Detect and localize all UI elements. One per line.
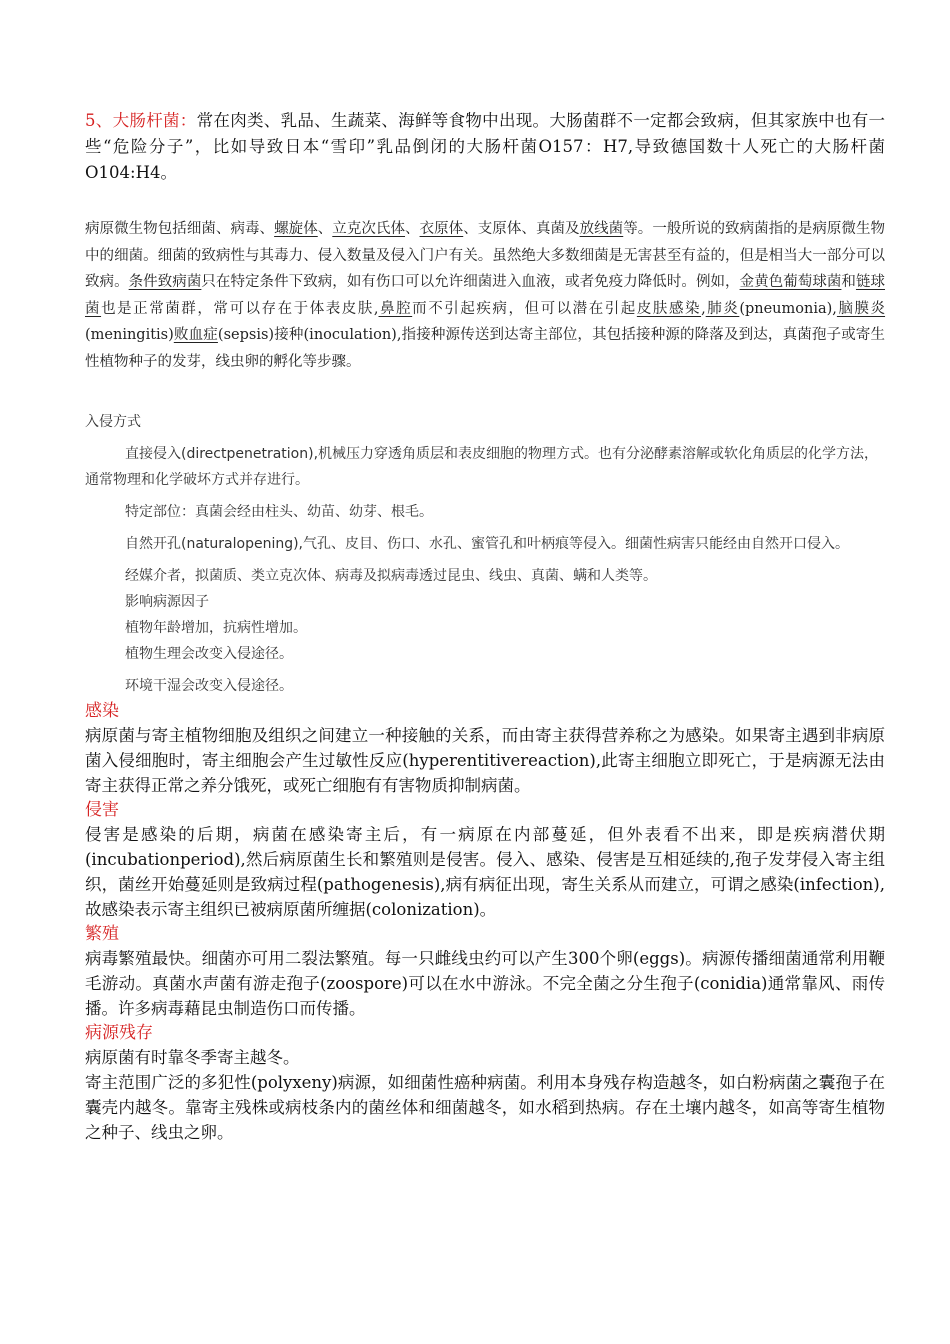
text-run: 病原微生物包括细菌、病毒、 bbox=[85, 221, 275, 237]
text-run: (pneumonia), bbox=[739, 300, 837, 317]
link-chlamydia[interactable]: 衣原体 bbox=[419, 221, 464, 237]
reproduction-title: 繁殖 bbox=[85, 924, 119, 944]
text-run: , bbox=[701, 300, 706, 317]
invasion-harm-text: 侵害是感染的后期，病菌在感染寄主后，有一病原在内部蔓延，但外表看不出来，即是疾病潜伏期(incubationperiod),然后病原菌生长和繁殖则是侵害。侵入、感染、侵害是互相延续的,孢子发芽侵入寄主组织，菌丝开始蔓延则是致病过程(pathogenesis),病有病征出现，寄生关系从而建立，可谓之感染(infection),故感染表示寄主组织已被病原菌所缠据(colonization)。 bbox=[85, 825, 885, 919]
text-run: 、 bbox=[317, 221, 333, 237]
text-run: 而不引起疾病，但可以潜在引起 bbox=[412, 300, 637, 317]
text-run: (sepsis)接种(inoculation),指接种源传送到达寄主部位，其包括接种源的降落及到达，真菌孢子或寄生性植物种子的发芽，线虫卵的孵化等步骤。 bbox=[85, 327, 886, 370]
link-staphylococcus[interactable]: 金黄色葡萄球菌 bbox=[739, 274, 842, 290]
section-5-text: 常在肉类、乳品、生蔬菜、海鲜等食物中出现。大肠菌群不一定都会致病，但其家族中也有一些“危险分子”，比如导致日本“雪印”乳品倒闭的大肠杆菌O157：H7,导致德国数十人死亡的大肠杆菌O104:H4。 bbox=[85, 111, 886, 182]
link-rickettsia[interactable]: 立克次氏体 bbox=[332, 221, 406, 237]
link-skin-infection[interactable]: 皮肤感染 bbox=[636, 300, 702, 317]
text-run: 和 bbox=[841, 274, 856, 290]
invasion-environment: 环境干湿会改变入侵途径。 bbox=[125, 678, 293, 694]
invasion-harm-title: 侵害 bbox=[85, 800, 119, 820]
link-meningitis[interactable]: 脑膜炎 bbox=[836, 300, 886, 317]
invasion-title: 入侵方式 bbox=[85, 414, 141, 430]
invasion-plant-age: 植物年龄增加，抗病性增加。 bbox=[125, 620, 307, 636]
link-sepsis[interactable]: 败血症 bbox=[173, 327, 218, 343]
survival-text-1: 病原菌有时靠冬季寄主越冬。 bbox=[85, 1048, 300, 1067]
document-page bbox=[85, 108, 885, 1145]
link-opportunistic-pathogen[interactable]: 条件致病菌 bbox=[128, 274, 202, 290]
infection-text: 病原菌与寄主植物细胞及组织之间建立一种接触的关系，而由寄主获得营养称之为感染。如果寄主遇到非病原菌入侵细胞时，寄主细胞会产生过敏性反应(hyperentitivereaction),此寄主细胞立即死亡，于是病源无法由寄主获得正常之养分饿死，或死亡细胞有有害物质抑制病菌。 bbox=[85, 726, 885, 795]
text-run: 、 bbox=[405, 221, 420, 237]
link-pneumonia[interactable]: 肺炎 bbox=[705, 300, 740, 317]
link-actinomycete[interactable]: 放线菌 bbox=[579, 221, 624, 237]
reproduction-text: 病毒繁殖最快。细菌亦可用二裂法繁殖。每一只雌线虫约可以产生300个卵(eggs)。病源传播细菌通常利用鞭毛游动。真菌水声菌有游走孢子(zoospore)可以在水中游泳。不完全菌之分生孢子(conidia)通常靠风、雨传播。许多病毒藉昆虫制造伤口而传播。 bbox=[85, 949, 885, 1018]
invasion-vectors: 经媒介者，拟菌质、类立克次体、病毒及拟病毒透过昆虫、线虫、真菌、螨和人类等。 bbox=[125, 568, 657, 584]
invasion-natural-opening: 自然开孔(naturalopening),气孔、皮目、伤口、水孔、蜜管孔和叶柄痕等侵入。细菌性病害只能经由自然开口侵入。 bbox=[125, 536, 849, 552]
text-run: 等。一般所说的致病菌指的是病原微生物中的细菌。细菌的致病性与其毒力、侵入数量及侵入门户有关。虽然绝大多数细菌是无害甚至有益的，但是相当大一部分可以致病。 bbox=[85, 221, 886, 290]
text-run: 也是正常菌群，常可以存在于体表皮肤, bbox=[101, 300, 379, 317]
pathogen-paragraph bbox=[85, 216, 885, 375]
infection-title: 感染 bbox=[85, 701, 119, 721]
invasion-direct-penetration: 直接侵入(directpenetration),机械压力穿透角质层和表皮细胞的物理方式。也有分泌酵素溶解或软化角质层的化学方法，通常物理和化学破坏方式并存进行。 bbox=[85, 446, 879, 488]
invasion-factors: 影响病源因子 bbox=[125, 594, 209, 610]
text-run: 、支原体、真菌及 bbox=[463, 221, 580, 237]
survival-title: 病源残存 bbox=[85, 1023, 153, 1043]
invasion-plant-physiology: 植物生理会改变入侵途径。 bbox=[125, 646, 293, 662]
section-5-ecoli bbox=[85, 108, 885, 186]
text-run: (meningitis) bbox=[85, 327, 174, 343]
invasion-section bbox=[85, 409, 885, 699]
link-streptococcus[interactable]: 链球菌 bbox=[85, 274, 886, 317]
link-spirochete[interactable]: 螺旋体 bbox=[274, 221, 318, 237]
survival-text-2: 寄主范围广泛的多犯性(polyxeny)病源，如细菌性癌种病菌。利用本身残存构造越冬，如白粉病菌之囊孢子在囊壳内越冬。靠寄主残株或病枝条内的菌丝体和细菌越冬，如水稻到热病。存在土壤内越冬，如高等寄生植物之种子、线虫之卵。 bbox=[85, 1073, 885, 1142]
link-nasal-cavity[interactable]: 鼻腔 bbox=[378, 300, 413, 317]
section-5-heading: 5、大肠杆菌： bbox=[85, 111, 197, 130]
text-run: 只在特定条件下致病，如有伤口可以允许细菌进入血液，或者免疫力降低时。例如， bbox=[201, 274, 740, 290]
invasion-specific-sites: 特定部位：真菌会经由柱头、幼苗、幼芽、根毛。 bbox=[125, 504, 433, 520]
